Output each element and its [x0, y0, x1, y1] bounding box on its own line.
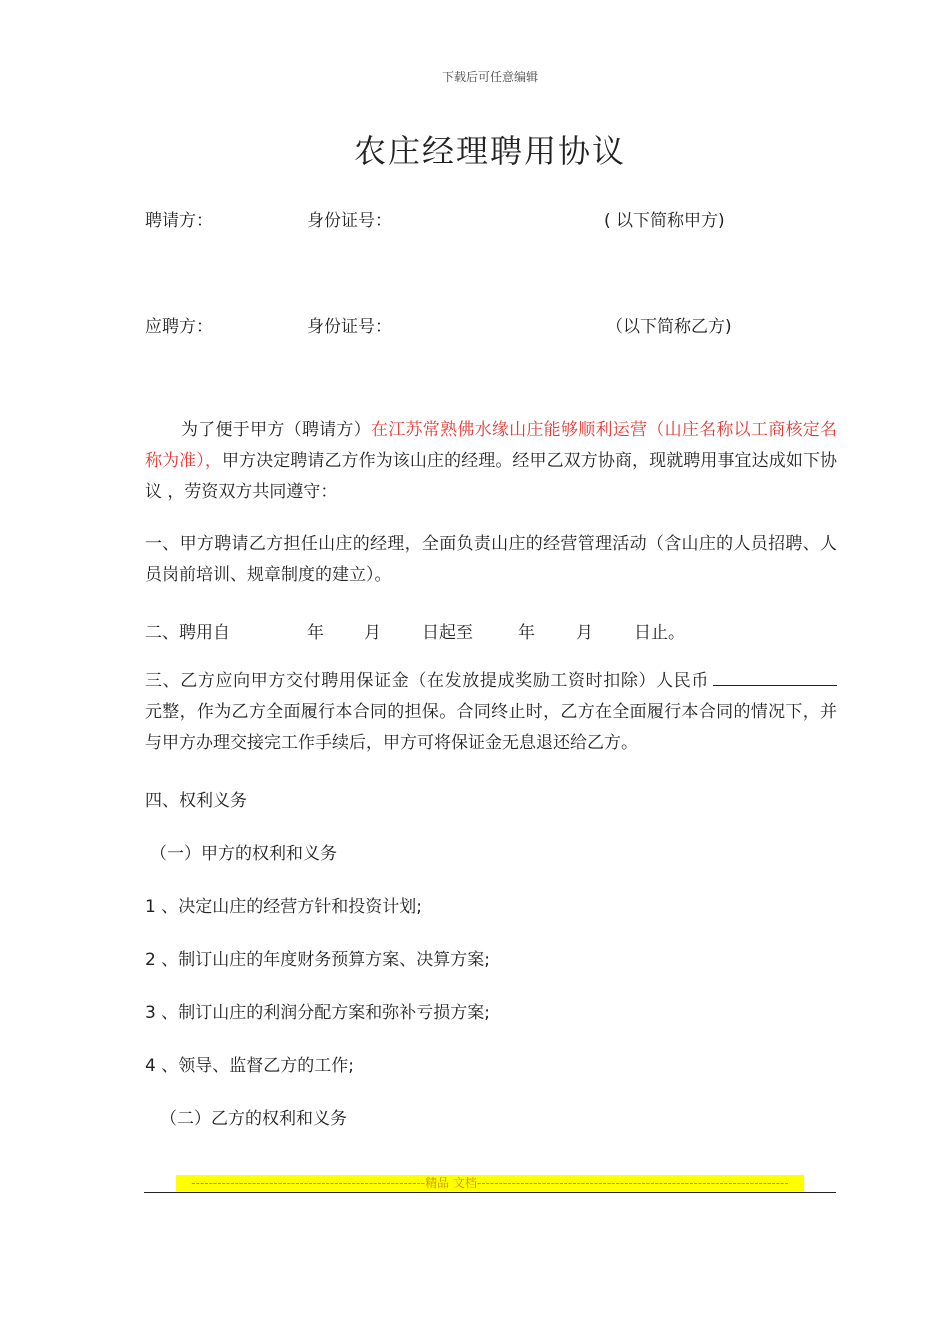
clause-2-month-1: 月: [364, 623, 381, 643]
list-item: 1 、决定山庄的经营方针和投资计划;: [145, 897, 422, 917]
intro-text-1: 为了便于甲方（聘请方）: [181, 420, 371, 440]
list-item: 2 、制订山庄的年度财务预算方案、决算方案;: [145, 950, 490, 970]
subsection-party-b: （二）乙方的权利和义务: [160, 1109, 347, 1129]
footer-rule: [144, 1192, 836, 1193]
party-a-id-label: 身份证号：: [307, 211, 392, 231]
footer-dashes-left: ------------------------------------------------------: [191, 1176, 426, 1190]
intro-text-2: 甲方决定聘请乙方作为该山庄的经理。经甲乙双方协商，现就聘用事宜达成如下协议 ，劳资双方共同遵守：: [145, 451, 837, 502]
clause-4-heading: 四、权利义务: [145, 791, 247, 811]
document-title: 农庄经理聘用协议: [353, 132, 626, 170]
amount-blank-line: [713, 667, 789, 686]
header-note: 下载后可任意编辑: [441, 70, 538, 84]
clause-2-month-2: 月: [576, 623, 593, 643]
clause-3: [145, 666, 837, 759]
clause-3-text-2: 元整，作为乙方全面履行本合同的担保。合同终止时，乙方在全面履行本合同的情况下，并与甲方办理交接完工作手续后，甲方可将保证金无息退还给乙方。: [145, 702, 837, 753]
clause-2-year-2: 年: [518, 623, 535, 643]
list-item: 4 、领导、监督乙方的工作;: [145, 1056, 354, 1076]
party-a-label: 聘请方：: [145, 211, 213, 231]
footer-label-text: 精品 文档: [425, 1176, 477, 1190]
list-item: 3 、制订山庄的利润分配方案和弥补亏损方案;: [145, 1003, 490, 1023]
footer-dashes-right: ------------------------------------------------------------------------: [476, 1176, 789, 1190]
clause-2-year-1: 年: [307, 623, 324, 643]
clause-1: 一、甲方聘请乙方担任山庄的经理，全面负责山庄的经营管理活动（含山庄的人员招聘、人员岗前培训、规章制度的建立）。: [145, 534, 837, 585]
clause-3-text-1: 三、乙方应向甲方交付聘用保证金（在发放提成奖励工资时扣除）人民币: [145, 671, 709, 691]
subsection-party-a: （一）甲方的权利和义务: [150, 844, 337, 864]
intro-paragraph: [145, 415, 837, 508]
clause-2-day-until: 日起至: [422, 623, 473, 643]
party-a-note: ( 以下简称甲方): [604, 211, 725, 231]
party-b-label: 应聘方：: [145, 317, 213, 337]
party-b-note: （以下简称乙方): [606, 317, 732, 337]
clause-2-start: 二、聘用自: [145, 623, 230, 643]
party-b-id-label: 身份证号：: [307, 317, 392, 337]
clause-2-end: 日止。: [634, 623, 685, 643]
amount-blank-line-2: [789, 667, 837, 686]
intro-highlight: 在江苏常熟佛水缘山庄能够顺利运营（山庄名称以工商核定名称为准），: [145, 420, 838, 471]
footer-label: [176, 1175, 804, 1191]
